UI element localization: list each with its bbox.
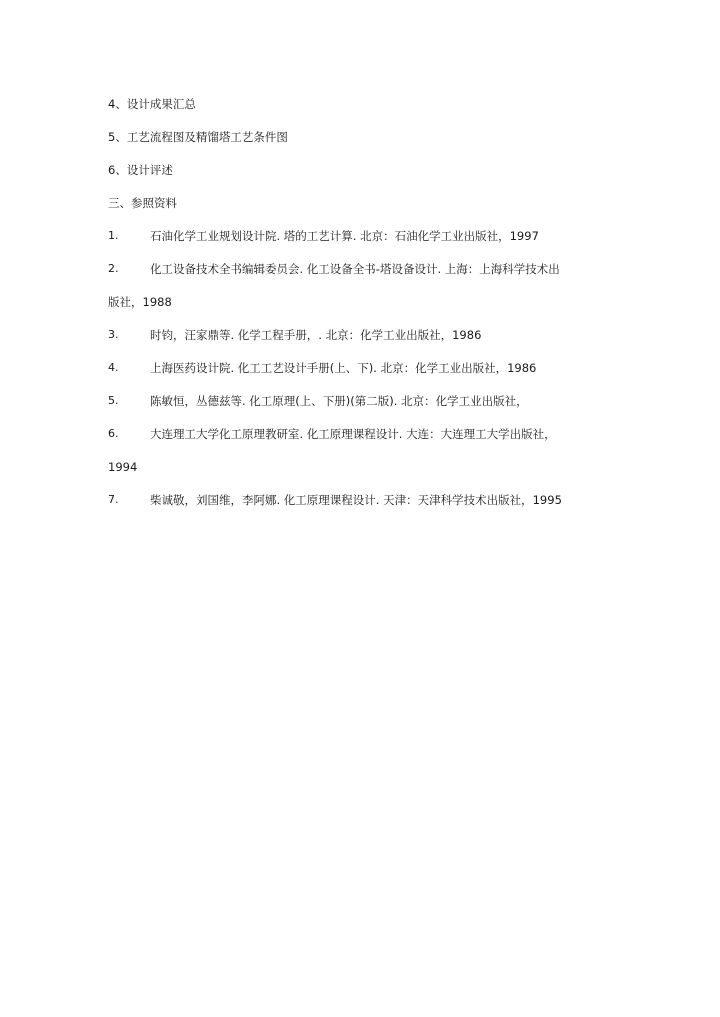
reference-number: 6. <box>108 427 119 440</box>
reference-text: 上海医药设计院. 化工工艺设计手册(上、下). 北京：化学工业出版社，1986 <box>150 361 537 375</box>
section-heading-4: 4、设计成果汇总 <box>108 97 196 111</box>
reference-number: 1. <box>108 229 119 242</box>
reference-text: 化工设备技术全书编辑委员会. 化工设备全书-塔设备设计. 上海：上海科学技术出 <box>150 262 560 276</box>
reference-text: 石油化学工业规划设计院. 塔的工艺计算. 北京：石油化学工业出版社，1997 <box>150 229 539 243</box>
reference-continuation: 版社，1988 <box>108 295 172 309</box>
section-heading-5: 5、工艺流程图及精馏塔工艺条件图 <box>108 130 288 144</box>
reference-number: 5. <box>108 394 119 407</box>
reference-text: 大连理工大学化工原理教研室. 化工原理课程设计. 大连：大连理工大学出版社， <box>150 427 556 441</box>
reference-number: 7. <box>108 493 119 506</box>
reference-text: 柴诚敬，刘国维，李阿娜. 化工原理课程设计. 天津：天津科学技术出版社，1995 <box>150 493 562 507</box>
reference-number: 4. <box>108 361 119 374</box>
reference-continuation: 1994 <box>108 460 138 474</box>
references-heading: 三、参照资料 <box>108 196 177 210</box>
reference-text: 时钧，汪家鼎等. 化学工程手册，. 北京：化学工业出版社，1986 <box>150 328 482 342</box>
reference-number: 3. <box>108 328 119 341</box>
reference-text: 陈敏恒，丛德兹等. 化工原理(上、下册)(第二版). 北京：化学工业出版社， <box>150 394 528 408</box>
section-heading-6: 6、设计评述 <box>108 163 173 177</box>
reference-number: 2. <box>108 262 119 275</box>
